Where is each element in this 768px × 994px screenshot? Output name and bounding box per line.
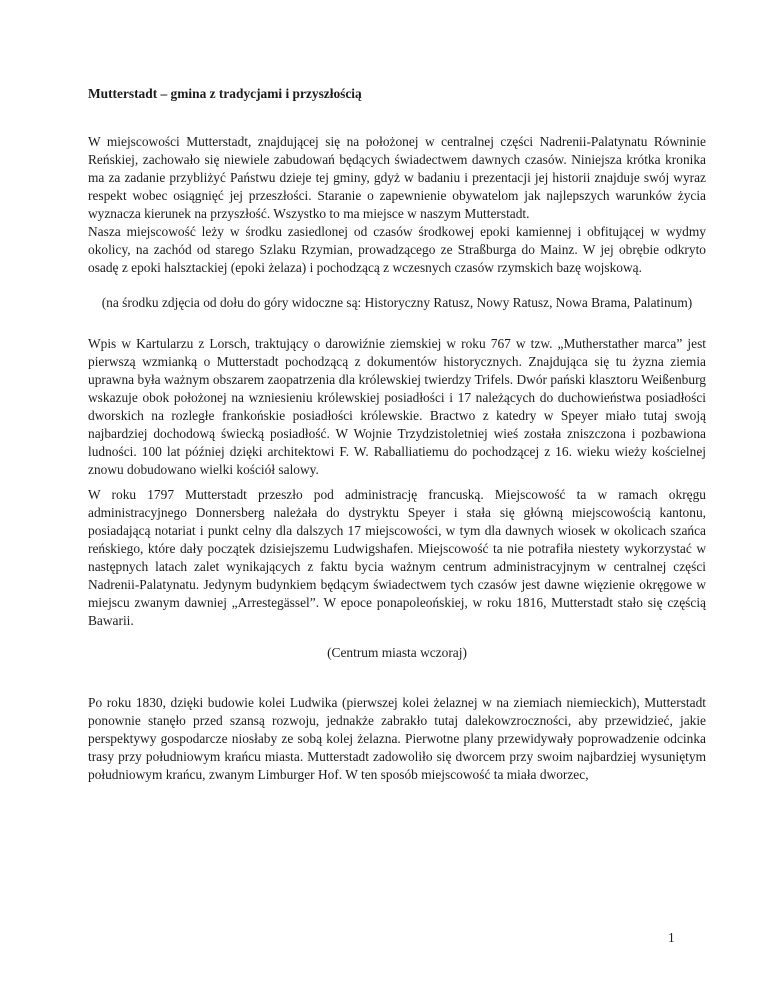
photo-caption-town-centre: (Centrum miasta wczoraj) <box>327 645 467 660</box>
page-number: 1 <box>668 930 675 945</box>
text-column <box>88 85 706 784</box>
paragraph-history-early: Wpis w Kartularzu z Lorsch, traktujący o darowiźnie ziemskiej w roku 767 w tzw. „Mutherstather marca” jest pierwszą wzmianką o Mutterstadt pochodzącą z dokumentów historycznych. Znajdująca się tu żyzna ziemia uprawna była ważnym obszarem zaopatrzenia dla królewskiej twierdzy Trifels. Dwór pański klasztoru Weißenburg wskazuje obok położonej na wzniesieniu królewskiej posiadłości i 17 należących do duchowieństwa posiadłości dworskich na rozległe frankońskie posiadłości królewskie. Bractwo z katedry w Speyer miało tutaj swoją najbardziej dochodową świecką posiadłość. W Wojnie Trzydzistoletniej wieś została zniszczona i pozbawiona ludności. 100 lat później dzięki architektowi F. W. Raballiatiemu do pochodzącej z 16. wieku wieży kościelnej znowu dobudowano wielki kościół salowy. <box>88 336 706 477</box>
photo-caption-town-views: (na środku zdjęcia od dołu do góry widoczne są: Historyczny Ratusz, Nowy Ratusz, Nowa Brama, Palatinum) <box>101 295 693 310</box>
paragraph-intro-1: W miejscowości Mutterstadt, znajdującej się na położonej w centralnej części Nadrenii-Palatynatu Równinie Reńskiej, zachowało się niewiele zabudowań będących świadectwem dawnych czasów. Niniejsza krótka kronika ma za zadanie przybliżyć Państwu dzieje tej gminy, gdyż w badaniu i prezentacji jej historii znajduje swój wyraz respekt wobec osiągnięć jej przeszłości. Staranie o zapewnienie obywatelom jak najlepszych warunków życia wyznacza kierunek na przyszłość. Wszystko to ma miejsce w naszym Mutterstadt. <box>88 134 706 221</box>
paragraph-intro-2: Nasza miejscowość leży w środku zasiedlonej od czasów środkowej epoki kamiennej i obfitującej w wydmy okolicy, na zachód od starego Szlaku Rzymian, prowadzącego ze Straßburga do Mainz. W jej obrębie odkryto osadę z epoki halsztackiej (epoki żelaza) i pochodzącą z wczesnych czasów rzymskich bazę wojskową. <box>88 224 706 275</box>
paragraph-railway: Po roku 1830, dzięki budowie kolei Ludwika (pierwszej kolei żelaznej w na ziemiach niemieckich), Mutterstadt ponownie stanęło przed szansą rozwoju, jednakże zabrakło tutaj dalekowzroczności, aby przewidzieć, jakie perspektywy gospodarcze niosłaby ze sobą kolej żelazna. Pierwotne plany przewidywały poprowadzenie odcinka trasy przy południowym krańcu miasta. Mutterstadt zadowoliło się dworcem przy swoim najbardziej wysuniętym południowym krańcu, zwanym Limburger Hof. W ten sposób miejscowość ta miała dworzec, <box>88 695 706 782</box>
paragraph-history-french-era: W roku 1797 Mutterstadt przeszło pod administrację francuską. Miejscowość ta w ramach okręgu administracyjnego Donnersberg należała do dystryktu Speyer i stała się główną miejscowością kantonu, posiadającą notariat i punkt celny dla dalszych 17 miejscowości, w tym dla dawnych wiosek w okolicach szańca reńskiego, które dały początek dzisiejszemu Ludwigshafen. Miejscowość ta nie potrafiła niestety wykorzystać w następnych latach zalet wynikających z faktu bycia ważnym centrum administracyjnym w centralnej części Nadrenii-Palatynatu. Jedynym budynkiem będącym świadectwem tych czasów jest dawne więzienie okręgowe w miejscu zwanym dawniej „Arrestegässel”. W epoce ponapoleońskiej, w roku 1816, Mutterstadt stało się częścią Bawarii. <box>88 487 706 628</box>
document-title: Mutterstadt – gmina z tradycjami i przyszłością <box>88 86 362 101</box>
